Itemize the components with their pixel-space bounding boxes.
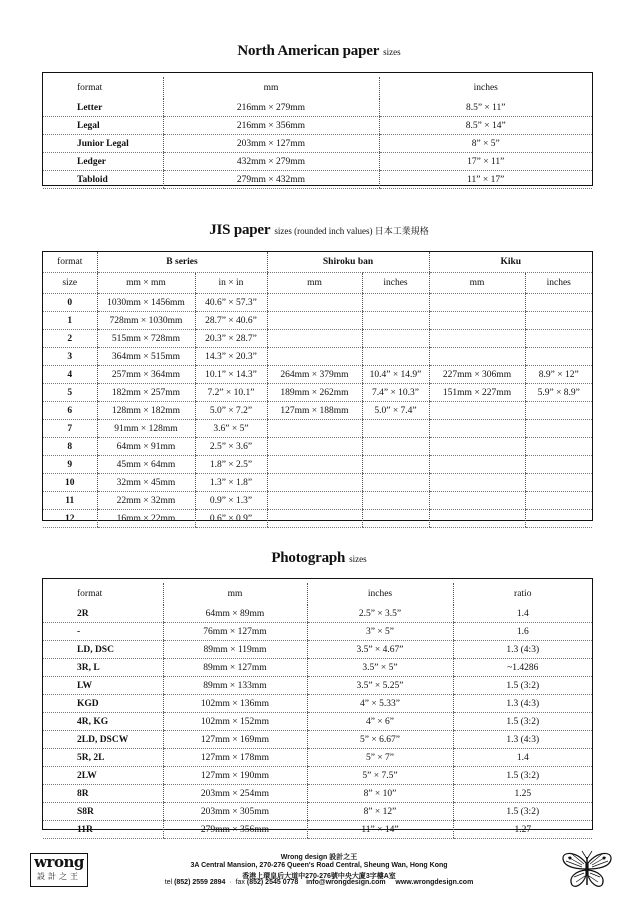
table-row (43, 510, 592, 528)
na-title-sub: sizes (383, 47, 401, 57)
table-cell (525, 402, 592, 420)
table-cell: 5.9” × 8.9” (525, 384, 592, 402)
table-cell: 127mm × 188mm (267, 402, 362, 420)
table-cell: 1.4 (453, 605, 592, 623)
table-row (43, 99, 592, 117)
table-row (43, 641, 592, 659)
table-cell: 11R (43, 821, 163, 839)
table-row (43, 153, 592, 171)
table-cell: 0.6” × 0.9” (195, 510, 267, 528)
table-cell: 203mm × 305mm (163, 803, 307, 821)
table-header-row (43, 77, 592, 99)
table-cell (362, 312, 429, 330)
table-cell: 16mm × 22mm (97, 510, 195, 528)
table-row (43, 677, 592, 695)
table-cell (267, 438, 362, 456)
table-cell (362, 348, 429, 366)
photo-table-body (43, 583, 592, 839)
table-row (43, 605, 592, 623)
na-title (0, 42, 638, 60)
column-header: mm (163, 583, 307, 605)
table-row (43, 623, 592, 641)
column-header: inches (525, 273, 592, 294)
table-cell (429, 474, 525, 492)
column-header: in × in (195, 273, 267, 294)
table-cell: 3R, L (43, 659, 163, 677)
table-cell: 2 (43, 330, 97, 348)
tel-label: tel (164, 879, 173, 886)
table-row (43, 492, 592, 510)
table-row (43, 731, 592, 749)
table-cell: 1.25 (453, 785, 592, 803)
table-cell (525, 510, 592, 528)
table-cell: 189mm × 262mm (267, 384, 362, 402)
table-cell (525, 312, 592, 330)
group-header-row (43, 252, 592, 273)
table-row (43, 803, 592, 821)
table-cell: 279mm × 432mm (163, 171, 379, 189)
table-header-row (43, 583, 592, 605)
photo-title-main: Photograph (271, 550, 346, 566)
table-cell: 2R (43, 605, 163, 623)
column-header: inches (307, 583, 453, 605)
table-cell (429, 420, 525, 438)
table-cell: 14.3” × 20.3” (195, 348, 267, 366)
table-row (43, 294, 592, 312)
table-cell: 10 (43, 474, 97, 492)
jis-title-main: JIS paper (209, 222, 271, 238)
column-header: format (77, 83, 103, 93)
table-cell (525, 492, 592, 510)
table-cell (429, 510, 525, 528)
footer-address-chinese: 香港上環皇后大道中270-276號中央大廈3字樓A室 (242, 873, 396, 880)
fax-label: fax (235, 879, 245, 886)
na-table (43, 77, 592, 189)
table-cell: 1.5 (3:2) (453, 767, 592, 785)
table-cell (362, 456, 429, 474)
table-row (43, 366, 592, 384)
table-row (43, 135, 592, 153)
table-cell: 1.8” × 2.5” (195, 456, 267, 474)
group-header: Shiroku ban (267, 252, 429, 273)
table-cell: 1.3” × 1.8” (195, 474, 267, 492)
table-header-row (43, 273, 592, 294)
photo-table-box (42, 578, 593, 835)
table-cell: - (43, 623, 163, 641)
table-cell: KGD (43, 695, 163, 713)
table-cell: 1 (43, 312, 97, 330)
table-cell (362, 294, 429, 312)
table-cell (362, 510, 429, 528)
table-cell: Legal (43, 117, 163, 135)
table-cell: 1.4 (453, 749, 592, 767)
table-cell: 4R, KG (43, 713, 163, 731)
group-header: B series (97, 252, 267, 273)
logo-chinese: 設計之王 (37, 872, 81, 881)
table-row (43, 713, 592, 731)
table-cell: 17” × 11” (379, 153, 592, 171)
table-cell: S8R (43, 803, 163, 821)
table-cell: 11” × 17” (379, 171, 592, 189)
table-cell (267, 330, 362, 348)
table-cell: 1.6 (453, 623, 592, 641)
footer-company: Wrong design 設計之王 (280, 854, 358, 861)
table-cell: 5 (43, 384, 97, 402)
table-row (43, 330, 592, 348)
table-cell: 89mm × 127mm (163, 659, 307, 677)
table-cell: 127mm × 169mm (163, 731, 307, 749)
table-cell (267, 420, 362, 438)
table-cell: 1.3 (4:3) (453, 731, 592, 749)
table-cell (362, 474, 429, 492)
table-cell: 432mm × 279mm (163, 153, 379, 171)
column-header: mm (267, 273, 362, 294)
table-cell (525, 438, 592, 456)
table-row (43, 695, 592, 713)
column-header: inches (379, 77, 592, 99)
table-cell: 515mm × 728mm (97, 330, 195, 348)
table-cell: 0.9” × 1.3” (195, 492, 267, 510)
table-cell: 2.5” × 3.6” (195, 438, 267, 456)
table-cell: 1.5 (3:2) (453, 803, 592, 821)
table-cell (429, 294, 525, 312)
table-row (43, 474, 592, 492)
footer (0, 843, 638, 902)
table-cell (525, 330, 592, 348)
table-cell: 128mm × 182mm (97, 402, 195, 420)
email-link[interactable]: info@wrongdesign.com (306, 879, 386, 886)
table-cell (429, 438, 525, 456)
table-cell (267, 456, 362, 474)
table-cell: 6 (43, 402, 97, 420)
table-cell: 4 (43, 366, 97, 384)
table-cell: 7.4” × 10.3” (362, 384, 429, 402)
table-cell: 76mm × 127mm (163, 623, 307, 641)
table-cell: 151mm × 227mm (429, 384, 525, 402)
table-cell: 5” × 6.67” (307, 731, 453, 749)
table-cell: 1.5 (3:2) (453, 713, 592, 731)
table-row (43, 171, 592, 189)
table-row (43, 438, 592, 456)
photo-title (0, 549, 638, 567)
table-cell: 8 (43, 438, 97, 456)
table-cell: 5.0” × 7.2” (195, 402, 267, 420)
table-cell: 1030mm × 1456mm (97, 294, 195, 312)
table-cell (429, 348, 525, 366)
table-cell (267, 294, 362, 312)
jis-table (43, 252, 592, 528)
fax-number: (852) 2545 0778 (246, 879, 299, 886)
table-cell: 3” × 5” (307, 623, 453, 641)
table-cell: 10.1” × 14.3” (195, 366, 267, 384)
table-cell: 8.9” × 12” (525, 366, 592, 384)
table-cell (429, 492, 525, 510)
table-cell: 1.5 (3:2) (453, 677, 592, 695)
table-cell: 12 (43, 510, 97, 528)
table-cell: 216mm × 356mm (163, 117, 379, 135)
table-cell: 11” × 14” (307, 821, 453, 839)
jis-title (0, 221, 638, 239)
table-cell: 89mm × 133mm (163, 677, 307, 695)
table-cell: 91mm × 128mm (97, 420, 195, 438)
table-cell: 40.6” × 57.3” (195, 294, 267, 312)
table-cell (525, 474, 592, 492)
table-cell (267, 312, 362, 330)
table-cell: 5” × 7.5” (307, 767, 453, 785)
table-row (43, 384, 592, 402)
table-cell: LW (43, 677, 163, 695)
table-cell: 364mm × 515mm (97, 348, 195, 366)
table-cell: Junior Legal (43, 135, 163, 153)
table-cell (267, 474, 362, 492)
table-cell: 22mm × 32mm (97, 492, 195, 510)
na-title-main: North American paper (237, 43, 380, 59)
table-row (43, 402, 592, 420)
table-cell: 5” × 7” (307, 749, 453, 767)
table-cell: 102mm × 152mm (163, 713, 307, 731)
table-row (43, 456, 592, 474)
table-row (43, 117, 592, 135)
table-row (43, 420, 592, 438)
table-cell: 3.5” × 5” (307, 659, 453, 677)
table-cell (267, 510, 362, 528)
table-row (43, 821, 592, 839)
table-cell: 11 (43, 492, 97, 510)
table-cell: 4” × 5.33” (307, 695, 453, 713)
table-cell: Ledger (43, 153, 163, 171)
column-header: mm (429, 273, 525, 294)
table-cell: 8.5” × 14” (379, 117, 592, 135)
table-cell: 264mm × 379mm (267, 366, 362, 384)
table-cell: 2LW (43, 767, 163, 785)
jis-table-box (42, 251, 593, 524)
footer-address: 3A Central Mansion, 270-276 Queen's Road Central, Sheung Wan, Hong Kong (190, 862, 448, 869)
jis-table-body (43, 252, 592, 528)
tel-number: (852) 2559 2894 (174, 879, 226, 886)
table-cell: 4” × 6” (307, 713, 453, 731)
table-cell: 1.27 (453, 821, 592, 839)
table-cell: 3.5” × 4.67” (307, 641, 453, 659)
table-cell: 8” × 12” (307, 803, 453, 821)
table-cell: 64mm × 89mm (163, 605, 307, 623)
table-cell: 182mm × 257mm (97, 384, 195, 402)
table-cell: 7 (43, 420, 97, 438)
column-header: mm (163, 77, 379, 99)
na-table-body (43, 77, 592, 189)
table-cell (362, 492, 429, 510)
butterfly-icon (560, 849, 615, 891)
table-cell (429, 456, 525, 474)
table-cell: 5R, 2L (43, 749, 163, 767)
group-header: Kiku (429, 252, 592, 273)
table-cell: 1.3 (4:3) (453, 641, 592, 659)
table-cell (362, 420, 429, 438)
table-cell: 3.5” × 5.25” (307, 677, 453, 695)
table-row (43, 749, 592, 767)
table-cell: 127mm × 190mm (163, 767, 307, 785)
table-cell: 2LD, DSCW (43, 731, 163, 749)
table-cell: LD, DSC (43, 641, 163, 659)
table-cell (362, 330, 429, 348)
table-cell: 203mm × 254mm (163, 785, 307, 803)
table-cell: ~1.4286 (453, 659, 592, 677)
table-row (43, 767, 592, 785)
column-header: size (43, 273, 97, 294)
table-cell (525, 456, 592, 474)
table-cell (525, 420, 592, 438)
group-header: format (43, 252, 97, 273)
table-cell: 2.5” × 3.5” (307, 605, 453, 623)
table-cell: Letter (43, 99, 163, 117)
table-cell: 1.3 (4:3) (453, 695, 592, 713)
table-cell: 20.3” × 28.7” (195, 330, 267, 348)
table-cell (429, 312, 525, 330)
website-link[interactable]: www.wrongdesign.com (395, 879, 474, 886)
table-cell: 8” × 10” (307, 785, 453, 803)
table-cell: 127mm × 178mm (163, 749, 307, 767)
table-cell: 9 (43, 456, 97, 474)
table-cell: 28.7” × 40.6” (195, 312, 267, 330)
table-cell: Tabloid (43, 171, 163, 189)
footer-contact: tel (852) 2559 2894 · fax (852) 2545 0778 info@wrongdesign.com www.wrongdesign.com (164, 879, 474, 886)
table-cell: 5.0” × 7.4” (362, 402, 429, 420)
table-row (43, 785, 592, 803)
table-cell: 257mm × 364mm (97, 366, 195, 384)
table-row (43, 312, 592, 330)
logo-wordmark: wrong (34, 853, 84, 871)
column-header: mm × mm (97, 273, 195, 294)
table-cell (525, 348, 592, 366)
table-cell: 3.6” × 5” (195, 420, 267, 438)
table-cell (267, 348, 362, 366)
table-cell: 10.4” × 14.9” (362, 366, 429, 384)
table-cell (362, 438, 429, 456)
table-cell: 102mm × 136mm (163, 695, 307, 713)
photo-title-sub: sizes (349, 554, 367, 564)
table-cell (429, 402, 525, 420)
table-cell: 32mm × 45mm (97, 474, 195, 492)
column-header: inches (362, 273, 429, 294)
table-cell: 0 (43, 294, 97, 312)
table-cell: 728mm × 1030mm (97, 312, 195, 330)
table-cell (525, 294, 592, 312)
table-cell: 89mm × 119mm (163, 641, 307, 659)
na-table-box (42, 72, 593, 186)
table-cell: 279mm × 356mm (163, 821, 307, 839)
table-cell: 216mm × 279mm (163, 99, 379, 117)
table-cell: 8.5” × 11” (379, 99, 592, 117)
table-cell (267, 492, 362, 510)
table-row (43, 348, 592, 366)
table-cell: 227mm × 306mm (429, 366, 525, 384)
table-cell: 8” × 5” (379, 135, 592, 153)
table-cell: 7.2” × 10.1” (195, 384, 267, 402)
table-cell: 3 (43, 348, 97, 366)
photo-table (43, 583, 592, 839)
table-cell: 64mm × 91mm (97, 438, 195, 456)
jis-title-sub: sizes (rounded inch values) 日本工業規格 (274, 226, 429, 236)
table-row (43, 659, 592, 677)
table-cell: 8R (43, 785, 163, 803)
table-cell (429, 330, 525, 348)
table-cell: 203mm × 127mm (163, 135, 379, 153)
table-cell: 45mm × 64mm (97, 456, 195, 474)
column-header: ratio (453, 583, 592, 605)
column-header: format (77, 589, 103, 599)
